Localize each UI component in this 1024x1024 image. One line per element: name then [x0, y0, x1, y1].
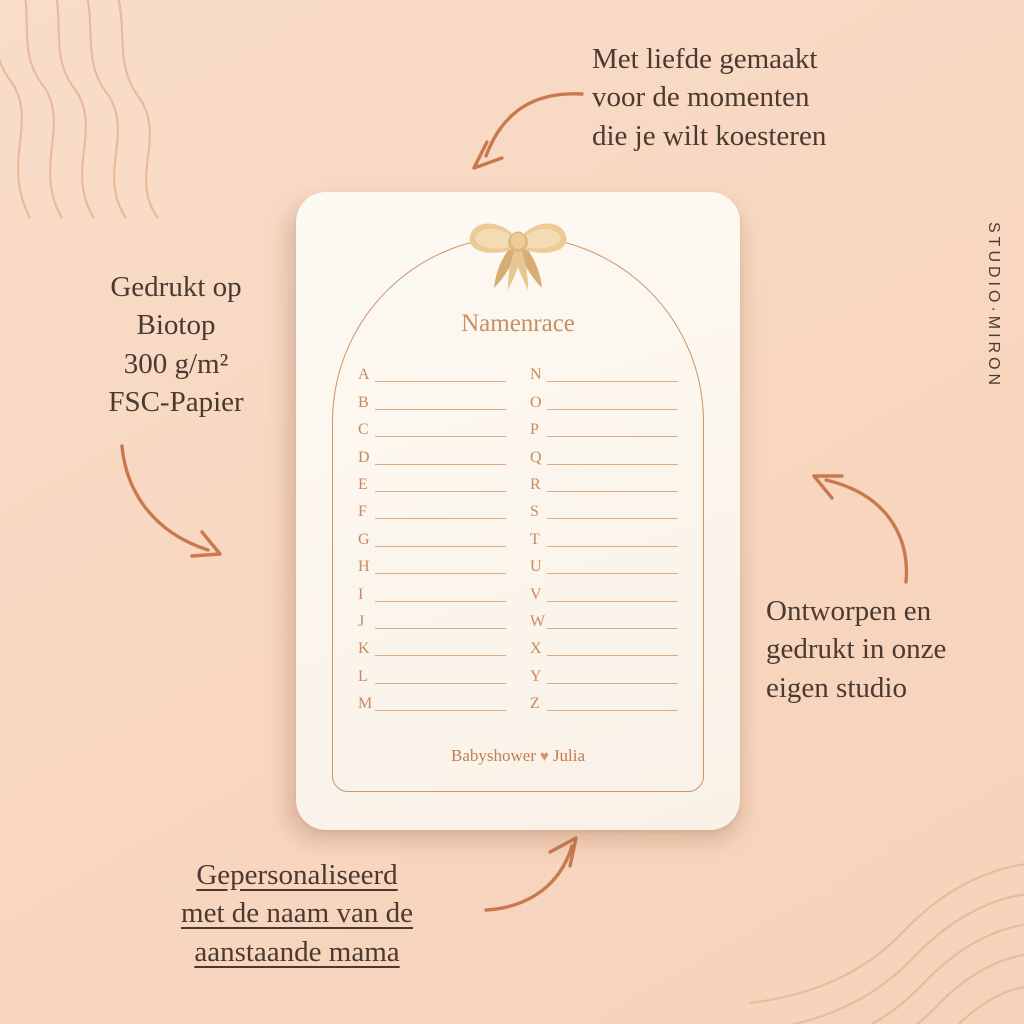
alphabet-letter: O [530, 393, 542, 411]
alphabet-row [358, 659, 506, 686]
write-in-line [547, 381, 678, 382]
write-in-line [375, 683, 506, 684]
card-mockup [286, 192, 742, 836]
write-in-line [547, 628, 678, 629]
alphabet-row [530, 550, 678, 577]
write-in-line [547, 710, 678, 711]
alphabet-column-left [358, 358, 506, 714]
alphabet-letter: I [358, 585, 364, 603]
write-in-line [375, 491, 506, 492]
write-in-line [375, 409, 506, 410]
alphabet-letter: Z [530, 695, 540, 713]
alphabet-letter: J [358, 612, 365, 630]
alphabet-letter: D [358, 448, 370, 466]
footer-name: Julia [552, 746, 585, 765]
alphabet-row [358, 413, 506, 440]
heart-icon: ♥ [539, 749, 549, 765]
alphabet-row [358, 632, 506, 659]
write-in-line [547, 655, 678, 656]
arrow-left [112, 440, 232, 570]
alphabet-row [530, 522, 678, 549]
alphabet-lists [358, 358, 678, 714]
alphabet-row [358, 550, 506, 577]
alphabet-row [530, 632, 678, 659]
write-in-line [375, 601, 506, 602]
write-in-line [375, 518, 506, 519]
annotation-line: 300 g/m² [123, 347, 229, 380]
write-in-line [547, 436, 678, 437]
write-in-line [547, 518, 678, 519]
annotation-line: voor de momenten [592, 81, 810, 114]
alphabet-row [530, 577, 678, 604]
alphabet-row [530, 495, 678, 522]
annotation-personalised [142, 856, 452, 971]
alphabet-column-right [530, 358, 678, 714]
write-in-line [375, 628, 506, 629]
arrow-right [806, 466, 916, 586]
annotation-line: Met liefde gemaakt [592, 43, 818, 75]
write-in-line [547, 546, 678, 547]
alphabet-row [358, 687, 506, 714]
annotation-line: aanstaande mama [194, 935, 400, 968]
write-in-line [375, 381, 506, 382]
alphabet-letter: M [358, 695, 373, 713]
alphabet-row [530, 687, 678, 714]
alphabet-row [530, 659, 678, 686]
alphabet-letter: X [530, 640, 542, 658]
write-in-line [547, 573, 678, 574]
alphabet-letter: K [358, 640, 370, 658]
write-in-line [375, 546, 506, 547]
alphabet-letter: R [530, 475, 541, 493]
alphabet-row [358, 577, 506, 604]
write-in-line [375, 710, 506, 711]
alphabet-letter: P [530, 421, 539, 439]
alphabet-letter: G [358, 530, 370, 548]
annotation-line: eigen studio [766, 671, 907, 704]
annotation-line: Biotop [136, 309, 216, 342]
alphabet-letter: W [530, 612, 546, 630]
alphabet-row [530, 358, 678, 385]
alphabet-row [530, 440, 678, 467]
alphabet-letter: H [358, 558, 370, 576]
alphabet-letter: V [530, 585, 542, 603]
alphabet-letter: S [530, 503, 539, 521]
card-footer [296, 746, 740, 766]
corner-line-art-bottom-right [744, 839, 1024, 1024]
annotation-line: Gepersonaliseerd [196, 859, 398, 891]
write-in-line [547, 491, 678, 492]
annotation-line: Ontworpen en [766, 595, 932, 627]
annotation-line: FSC-Papier [108, 385, 244, 418]
alphabet-letter: E [358, 475, 368, 493]
alphabet-letter: Q [530, 448, 542, 466]
write-in-line [375, 655, 506, 656]
alphabet-letter: U [530, 558, 542, 576]
alphabet-row [530, 605, 678, 632]
card-title: Namenrace [461, 310, 575, 337]
alphabet-row [358, 605, 506, 632]
write-in-line [547, 683, 678, 684]
alphabet-row [530, 468, 678, 495]
write-in-line [547, 409, 678, 410]
write-in-line [375, 464, 506, 465]
alphabet-letter: L [358, 667, 368, 685]
alphabet-letter: C [358, 421, 369, 439]
alphabet-letter: A [358, 366, 370, 384]
annotation-line: Gedrukt op [110, 271, 242, 303]
annotation-paper-spec [56, 268, 296, 421]
alphabet-letter: B [358, 393, 369, 411]
annotation-line: die je wilt koesteren [592, 119, 827, 152]
namenrace-card [296, 192, 740, 830]
annotation-own-studio [766, 592, 1016, 707]
alphabet-row [530, 385, 678, 412]
alphabet-row [358, 468, 506, 495]
alphabet-row [358, 522, 506, 549]
bow-icon [458, 204, 578, 296]
write-in-line [375, 573, 506, 574]
alphabet-row [358, 440, 506, 467]
write-in-line [375, 436, 506, 437]
write-in-line [547, 601, 678, 602]
corner-line-art-top-left [0, 0, 200, 220]
alphabet-row [530, 413, 678, 440]
alphabet-letter: Y [530, 667, 542, 685]
alphabet-row [358, 358, 506, 385]
alphabet-letter: T [530, 530, 540, 548]
write-in-line [547, 464, 678, 465]
brand-label: STUDIO·MIRON [985, 222, 1002, 390]
alphabet-letter: N [530, 366, 542, 384]
arrow-top [456, 86, 586, 176]
alphabet-row [358, 385, 506, 412]
footer-prefix: Babyshower [451, 746, 536, 765]
annotation-made-with-love [592, 40, 826, 155]
alphabet-row [358, 495, 506, 522]
arrow-bottom [480, 836, 590, 916]
alphabet-letter: F [358, 503, 367, 521]
annotation-line: met de naam van de [181, 897, 413, 930]
annotation-line: gedrukt in onze [766, 633, 947, 666]
